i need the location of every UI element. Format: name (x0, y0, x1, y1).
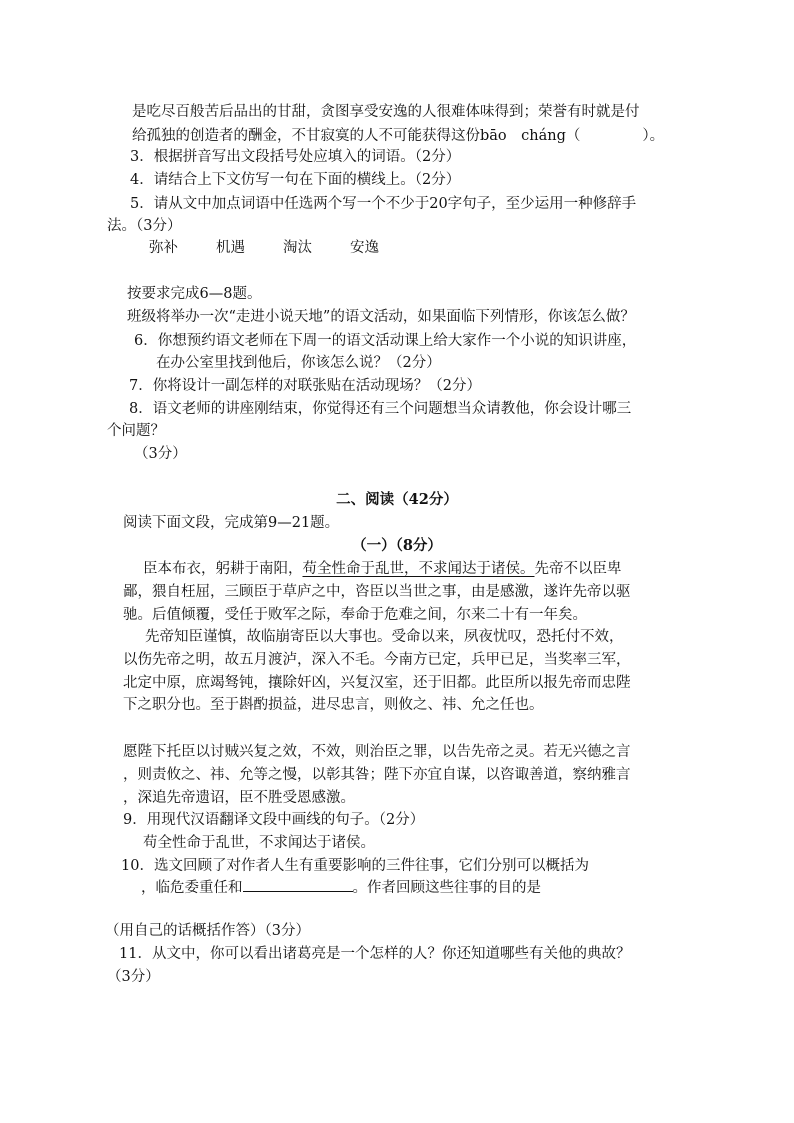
question-9: 9．用现代汉语翻译文段中画线的句子。（2分） (123, 812, 425, 828)
question-11-line-1: 11．从文中，你可以看出诸葛亮是一个怎样的人？你还知道哪些有关他的典故？ (119, 946, 631, 962)
intro-line-2 (132, 125, 664, 147)
passage-p3-line-1: 愿陛下托臣以讨贼兴复之效，不效，则治臣之罪，以告先帝之灵。若无兴德之言 (123, 744, 631, 760)
question-10-text: 。作者回顾这些往事的目的是 (352, 880, 541, 896)
question-5-line-2: 法。（3分） (107, 218, 182, 234)
answer-blank-q10[interactable] (243, 877, 353, 892)
question-10-line-2 (141, 877, 541, 899)
passage-p1-line-2: 鄙，猥自枉屈，三顾臣于草庐之中，咨臣以当世之事，由是感激，遂许先帝以驱 (123, 584, 631, 600)
word-item: 机遇 (216, 240, 245, 256)
underlined-sentence: 苟全性命于乱世，不求闻达于诸侯。 (302, 561, 535, 577)
passage-p3-line-2: ，则责攸之、祎、允等之慢，以彰其咎；陛下亦宜自谋，以咨诹善道，察纳雅言 (123, 767, 631, 783)
question-6-line-2: 在办公室里找到他后，你该怎么说？（2分） (156, 355, 441, 371)
question-4: 4．请结合上下文仿写一句在下面的横线上。（2分） (130, 172, 461, 188)
question-10-text: ，临危委重任和 (141, 880, 243, 896)
passage-p2-line-1: 先帝知臣谨慎，故临崩寄臣以大事也。受命以来，夙夜忧叹，恐托付不效， (145, 629, 624, 645)
passage-p3-line-3: ，深追先帝遗诏，臣不胜受恩感激。 (123, 790, 355, 806)
question-8-line-1: 8．语文老师的讲座刚结束，你觉得还有三个问题想当众请教他，你会设计哪三 (129, 401, 632, 417)
passage-p1-line-1 (143, 558, 622, 580)
passage-p2-line-4: 下之职分也。至于斟酌损益，进尽忠言，则攸之、祎、允之任也。 (123, 697, 544, 713)
passage-p2-line-3: 北定中原，庶竭驽钝，攘除奸凶，兴复汉室，还于旧都。此臣所以报先帝而忠陛 (123, 675, 631, 691)
question-7: 7．你将设计一副怎样的对联张贴在活动现场？（2分） (129, 378, 481, 394)
section-title-reading: 二、阅读（42分） (336, 491, 458, 508)
question-8-line-3: （3分） (134, 446, 187, 462)
word-item: 安逸 (350, 240, 379, 256)
question-6-line-1: 6．你想预约语文老师在下周一的语文活动课上给大家作一个小说的知识讲座， (134, 333, 637, 349)
intro-line-2-text: 给孤独的创造者的酬金，不甘寂寞的人不可能获得这份bāo cháng（ (132, 128, 581, 144)
question-5-line-1: 5．请从文中加点词语中任选两个写一个不少于20字句子，至少运用一种修辞手 (130, 196, 637, 212)
reading-instruction: 阅读下面文段，完成第9—21题。 (123, 515, 340, 531)
question-10-line-1: 10．选文回顾了对作者人生有重要影响的三件往事，它们分别可以概括为 (121, 858, 589, 874)
word-list (149, 237, 417, 259)
answer-blank-baochang[interactable] (580, 126, 642, 140)
word-item: 弥补 (149, 240, 178, 256)
question-10-line-3: （用自己的话概括作答）（3分） (105, 923, 310, 939)
question-9-sentence: 苟全性命于乱世，不求闻达于诸侯。 (143, 835, 375, 851)
passage-text: 臣本布衣，躬耕于南阳， (143, 561, 303, 577)
task-scenario: 班级将举办一次“走进小说天地”的语文活动，如果面临下列情形，你该怎么做？ (127, 309, 635, 325)
intro-line-2-end: ）。 (642, 128, 665, 144)
passage-p2-line-2: 以伤先帝之明，故五月渡泸，深入不毛。今南方已定，兵甲已足，当奖率三军， (123, 652, 631, 668)
task-heading: 按要求完成6—8题。 (127, 286, 262, 302)
question-8-line-2: 个问题？ (107, 423, 165, 439)
passage-text: 先帝不以臣卑 (534, 561, 622, 577)
question-3: 3．根据拼音写出文段括号处应填入的词语。（2分） (130, 149, 461, 165)
word-item: 淘汰 (283, 240, 312, 256)
question-11-line-2: （3分） (107, 969, 160, 985)
intro-line-1: 是吃尽百般苦后品出的甘甜，贪图享受安逸的人很难体味得到；荣誉有时就是付 (132, 104, 640, 120)
passage-p1-line-3: 驰。后值倾覆，受任于败军之际，奉命于危难之间，尔来二十有一年矣。 (123, 607, 587, 623)
reading-subtitle: （一）（8分） (352, 537, 442, 554)
